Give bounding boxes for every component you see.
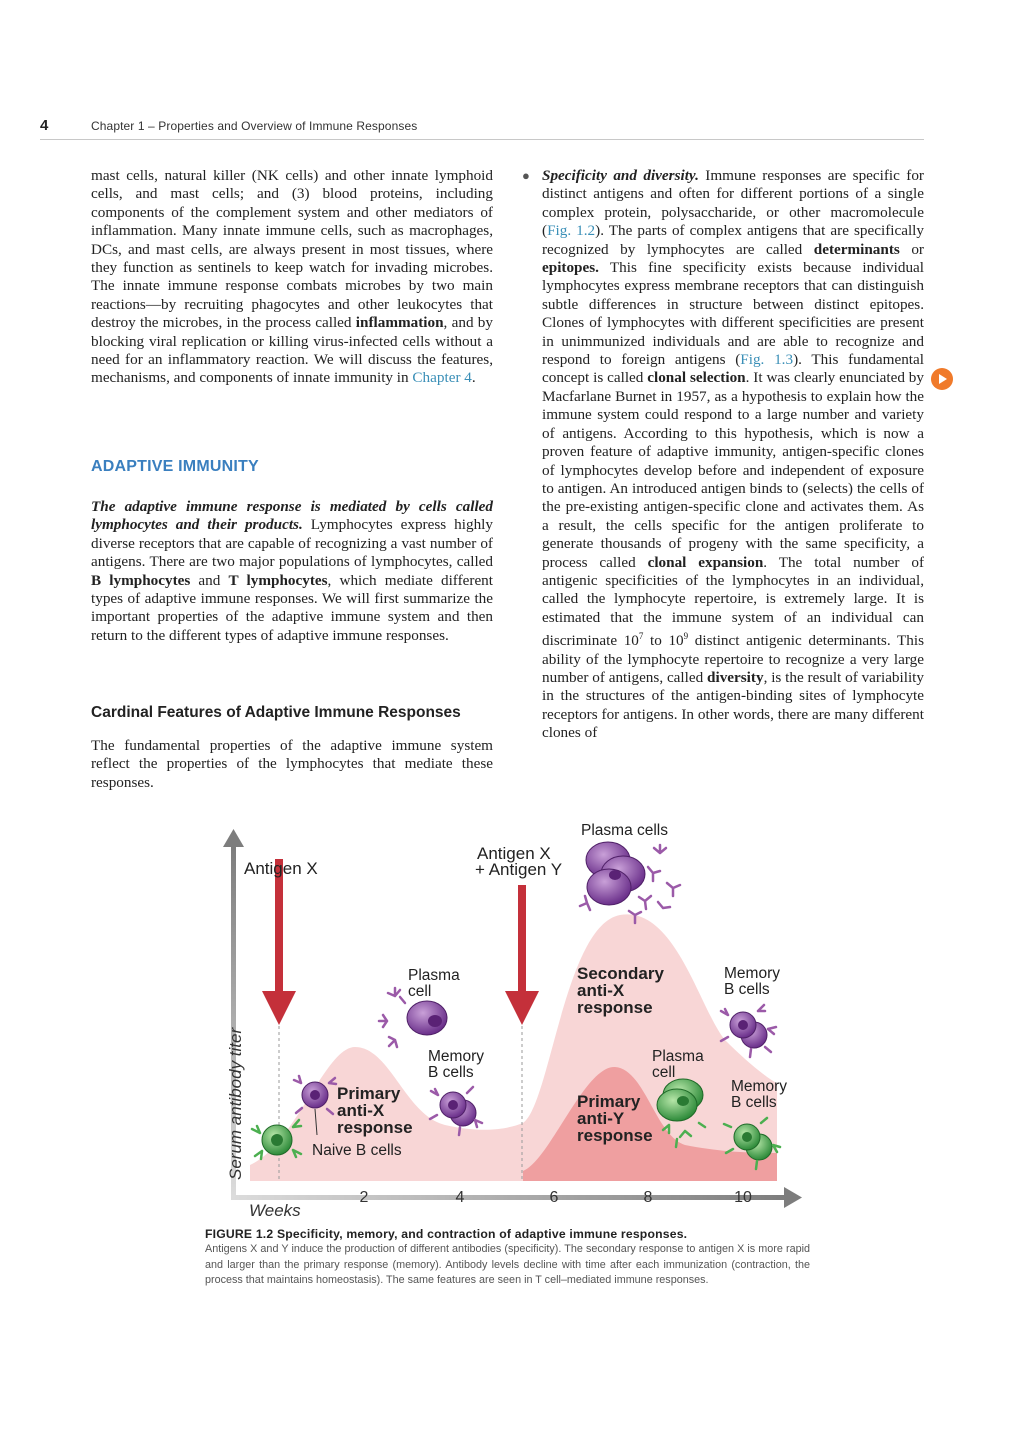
primary-x-label-2: anti-X (337, 1101, 385, 1120)
antigen-x-arrow (275, 859, 283, 994)
page-number: 4 (40, 117, 49, 134)
subsection-heading-cardinal-features: Cardinal Features of Adaptive Immune Responses (91, 704, 461, 721)
primary-y-label-3: response (577, 1126, 653, 1145)
left-column-paragraph-2: The adaptive immune response is mediated by cells called lymphocytes and their products. Lymphocytes express highly diverse receptors that are capable of recognizing a vast number of antigens. There are two major populations of lymphocytes, called B lymphocytes and T lymphocytes, which mediate different types of adaptive immune responses. We will first summarize the important properties of the adaptive immune system and then return to the different types of adaptive immune responses. (91, 498, 493, 644)
chapter-4-link[interactable]: Chapter 4 (412, 369, 472, 387)
memory-2-label-2: B cells (724, 981, 770, 998)
x-axis-label: Weeks (249, 1201, 301, 1220)
running-head: Chapter 1 – Properties and Overview of Immune Responses (91, 119, 418, 133)
left-column-paragraph-1: mast cells, natural killer (NK cells) and other innate lymphoid cells, and mast cells; and (3) blood proteins, including components of the complement system and other mediators of inflammation. Many innate immune cells, such as macrophages, DCs, and mast cells, are always present in most tissues, where they function as sentinels to keep watch for invading microbes. The innate immune response combats microbes by two main reactions—by recruiting phagocytes and other leukocytes that destroy the microbes, in the process called inflammation, and by blocking viral replication or killing virus-infected cells without a need for an inflammatory reaction. We will discuss the features, mechanisms, and components of innate immunity in Chapter 4. (91, 167, 493, 387)
plasma-cell-2-label-2: cell (652, 1064, 676, 1081)
plasma-cell-2-label-1: Plasma (652, 1048, 704, 1065)
antigen-xy-label-line2: + Antigen Y (475, 860, 563, 879)
antigen-xy-label-line1: Antigen X (477, 844, 551, 863)
x-tick-10: 10 (734, 1189, 752, 1206)
fig-1-3-link[interactable]: Fig. 1.3 (740, 351, 794, 369)
x-axis (231, 1195, 786, 1200)
section-heading-adaptive-immunity: ADAPTIVE IMMUNITY (91, 458, 259, 475)
secondary-x-label-2: anti-X (577, 981, 625, 1000)
primary-x-label-3: response (337, 1118, 413, 1137)
figure-1-2 (205, 815, 825, 1227)
memory-3-label-2: B cells (731, 1094, 777, 1111)
plasma-cells-top-icon (580, 842, 680, 923)
bullet-icon: ● (522, 168, 530, 183)
caption-body: Antigens X and Y induce the production of different antibodies (specificity). The secondary response to antigen X is more rapid and larger than the primary response (memory). Antibody levels decline with time after each immunization (contraction, the process that maintains homeostasis). The same features are seen in T cell–mediated immune responses. (205, 1243, 810, 1287)
memory-3-label-1: Memory (731, 1078, 787, 1095)
primary-y-label-2: anti-Y (577, 1109, 625, 1128)
antigen-x-label: Antigen X (244, 859, 318, 878)
figure-diagram (205, 815, 825, 1227)
primary-y-label-1: Primary (577, 1092, 641, 1111)
plasma-cells-top-label: Plasma cells (581, 822, 668, 839)
x-tick-2: 2 (359, 1189, 369, 1206)
caption-title: FIGURE 1.2 Specificity, memory, and contraction of adaptive immune responses. (205, 1227, 688, 1241)
antigen-y-arrow (518, 885, 526, 994)
left-column-paragraph-3: The fundamental properties of the adaptive immune system reflect the properties of the lymphocytes that mediate these responses. (91, 737, 493, 791)
secondary-x-label-1: Secondary (577, 964, 664, 983)
naive-b-cells-label: Naive B cells (312, 1142, 402, 1159)
x-tick-8: 8 (643, 1189, 653, 1206)
secondary-x-label-3: response (577, 998, 653, 1017)
figure-caption (205, 1226, 810, 1289)
right-column-paragraph: Specificity and diversity. Immune responses are specific for distinct antigens and often for different portions of a single complex protein, polysaccharide, or other macromolecule (Fig. 1.2). The parts of complex antigens that are specifically recognized by lymphocytes are called determinants or epitopes. This fine specificity exists because individual lymphocytes express membrane receptors that can distinguish subtle differences in structure between distinct epitopes. Clones of lymphocytes with different specificities are present in unimmunized individuals and are able to recognize and respond to foreign antigens (Fig. 1.3). This fundamental concept is called clonal selection. It was clearly enunciated by Macfarlane Burnet in 1957, as a hypothesis to explain how the immune system could respond to a large number and variety of antigens. According to this hypothesis, which is now a proven feature of adaptive immunity, antigen-specific clones of lymphocytes develop before and independent of exposure to antigen. An introduced antigen binds to (selects) the cells of the pre-existing antigen-specific clone and activates them. As a result, the cells specific for the antigen proliferate to generate thousands of progeny with the same specificity, a process called clonal expansion. The total number of antigenic specificities of the lymphocytes in an individual, called the lymphocyte repertoire, is extremely large. It is estimated that the immune system of an individual can discriminate $10^7$ to $10^9$ distinct antigenic determinants. This ability of the lymphocyte repertoire to recognize a very large number of antigens, called diversity, is the result of variability in the structures of the antigen-binding sites of lymphocyte receptors for antigens. In other words, there are many different clones of (542, 167, 924, 742)
x-axis-arrowhead (784, 1187, 802, 1208)
antigen-x-arrowhead (262, 991, 296, 1025)
fig-1-2-link[interactable]: Fig. 1.2 (547, 222, 596, 240)
memory-2-label-1: Memory (724, 965, 780, 982)
x-tick-4: 4 (455, 1189, 465, 1206)
plasma-cell-1-label-2: cell (408, 983, 432, 1000)
antigen-y-arrowhead (505, 991, 539, 1025)
x-tick-6: 6 (549, 1189, 559, 1206)
play-video-icon[interactable] (931, 368, 953, 390)
y-axis-label: Serum antibody titer (226, 1027, 245, 1180)
memory-1-label-1: Memory (428, 1048, 484, 1065)
memory-1-label-2: B cells (428, 1064, 474, 1081)
primary-x-label-1: Primary (337, 1084, 401, 1103)
y-axis-arrowhead (223, 829, 244, 847)
plasma-cell-1-label-1: Plasma (408, 967, 460, 984)
page-header (40, 117, 924, 140)
